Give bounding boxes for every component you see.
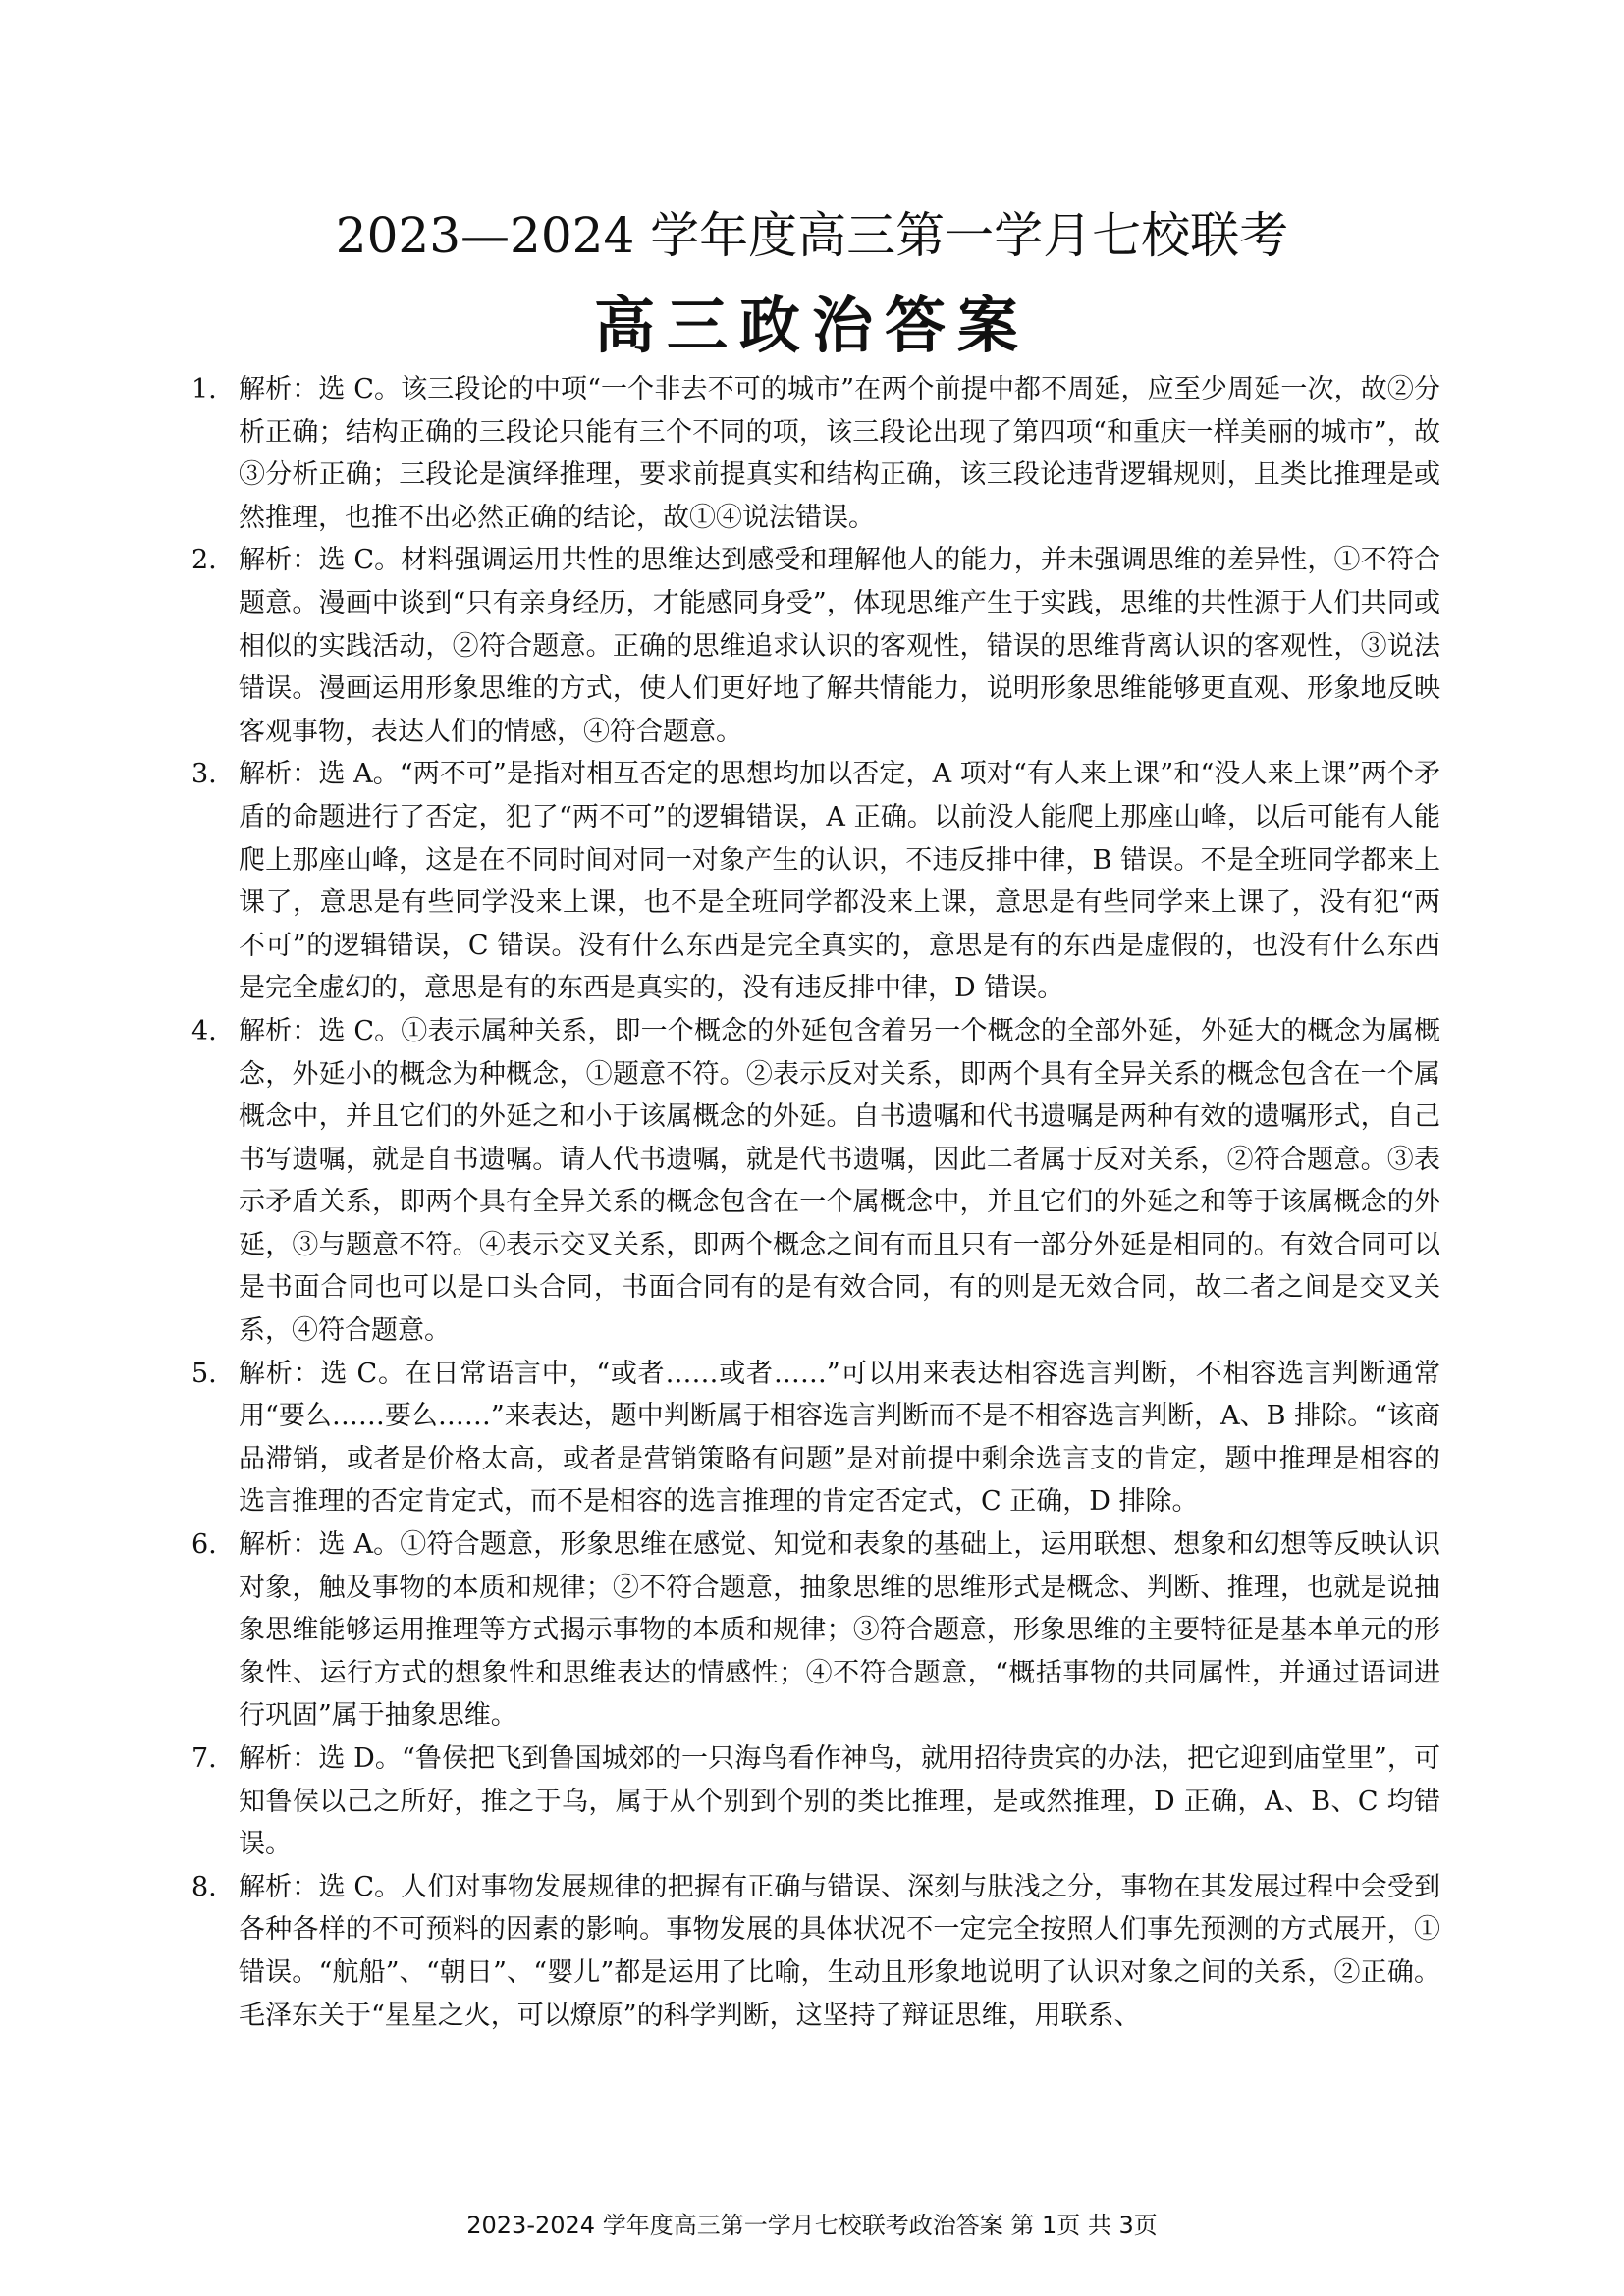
page-footer: 2023-2024 学年度高三第一学月七校联考政治答案 第 1页 共 3页 — [466, 2212, 1158, 2239]
answer-text: 解析：选 C。该三段论的中项“一个非去不可的城市”在两个前提中都不周延，应至少周延一次，故②分析正确；结构正确的三段论只能有三个不同的项，该三段论出现了第四项“和重庆一样美丽的城市”，故③分析正确；三段论是演绎推理，要求前提真实和结构正确，该三段论违背逻辑规则，且类比推理是或然推理，也推不出必然正确的结论，故①④说法错误。 — [239, 374, 1440, 533]
answer-text: 解析：选 A。①符合题意，形象思维在感觉、知觉和表象的基础上，运用联想、想象和幻想等反映认识对象，触及事物的本质和规律；②不符合题意，抽象思维的思维形式是概念、判断、推理，也就是说抽象思维能够运用推理等方式揭示事物的本质和规律；③符合题意，形象思维的主要特征是基本单元的形象性、运行方式的想象性和思维表达的情感性；④不符合题意，“概括事物的共同属性，并通过语词进行巩固”属于抽象思维。 — [239, 1529, 1440, 1732]
answer-text: 解析：选 C。①表示属种关系，即一个概念的外延包含着另一个概念的全部外延，外延大的概念为属概念，外延小的概念为种概念，①题意不符。②表示反对关系，即两个具有全异关系的概念包含在一个属概念中，并且它们的外延之和小于该属概念的外延。自书遗嘱和代书遗嘱是两种有效的遗嘱形式，自己书写遗嘱，就是自书遗嘱。请人代书遗嘱，就是代书遗嘱，因此二者属于反对关系，②符合题意。③表示矛盾关系，即两个具有全异关系的概念包含在一个属概念中，并且它们的外延之和等于该属概念的外延，③与题意不符。④表示交叉关系，即两个概念之间有而且只有一部分外延是相同的。有效合同可以是书面合同也可以是口头合同，书面合同有的是有效合同，有的则是无效合同，故二者之间是交叉关系，④符合题意。 — [239, 1015, 1440, 1347]
answer-number: 4. — [191, 1015, 217, 1046]
answer-item-6 — [191, 1523, 1440, 1737]
answer-list — [191, 368, 1440, 2037]
answer-text: 解析：选 D。“鲁侯把飞到鲁国城郊的一只海鸟看作神鸟，就用招待贵宾的办法，把它迎到庙堂里”，可知鲁侯以己之所好，推之于乌，属于从个别到个别的类比推理，是或然推理，D 正确，A、B、C 均错误。 — [239, 1743, 1440, 1860]
exam-title: 2023—2024 学年度高三第一学月七校联考 — [335, 207, 1289, 264]
answer-number: 1. — [191, 374, 217, 404]
answer-item-3 — [191, 753, 1440, 1010]
answer-number: 3. — [191, 759, 217, 790]
answer-text: 解析：选 C。人们对事物发展规律的把握有正确与错误、深刻与肤浅之分，事物在其发展过程中会受到各种各样的不可预料的因素的影响。事物发展的具体状况不一定完全按照人们事先预测的方式展开，①错误。“航船”、“朝日”、“婴儿”都是运用了比喻，生动且形象地说明了认识对象之间的关系，②正确。毛泽东关于“星星之火，可以燎原”的科学判断，这坚持了辩证思维，用联系、 — [239, 1871, 1440, 2031]
answer-text: 解析：选 A。“两不可”是指对相互否定的思想均加以否定，A 项对“有人来上课”和“没人来上课”两个矛盾的命题进行了否定，犯了“两不可”的逻辑错误，A 正确。以前没人能爬上那座山峰，以后可能有人能爬上那座山峰，这是在不同时间对同一对象产生的认识，不违反排中律，B 错误。不是全班同学都来上课了，意思是有些同学没来上课，也不是全班同学都没来上课，意思是有些同学来上课了，没有犯“两不可”的逻辑错误，C 错误。没有什么东西是完全真实的，意思是有的东西是虚假的，也没有什么东西是完全虚幻的，意思是有的东西是真实的，没有违反排中律，D 错误。 — [239, 759, 1440, 1004]
answer-number: 8. — [191, 1871, 217, 1902]
page-title: 高三政治答案 — [593, 290, 1030, 361]
answer-item-7 — [191, 1737, 1440, 1866]
answer-text: 解析：选 C。在日常语言中，“或者……或者……”可以用来表达相容选言判断，不相容选言判断通常用“要么……要么……”来表达，题中判断属于相容选言判断而不是不相容选言判断，A、B 排除。“该商品滞销，或者是价格太高，或者是营销策略有问题”是对前提中剩余选言支的肯定，题中推理是相容的选言推理的否定肯定式，而不是相容的选言推理的肯定否定式，C 正确，D 排除。 — [239, 1358, 1440, 1518]
answer-number: 6. — [191, 1529, 217, 1561]
answer-item-5 — [191, 1353, 1440, 1523]
answer-item-4 — [191, 1010, 1440, 1353]
answer-item-2 — [191, 539, 1440, 753]
answer-number: 2. — [191, 545, 217, 576]
answer-number: 7. — [191, 1743, 217, 1774]
answer-number: 5. — [191, 1358, 217, 1389]
answer-item-1 — [191, 368, 1440, 539]
answer-item-8 — [191, 1866, 1440, 2037]
answer-text: 解析：选 C。材料强调运用共性的思维达到感受和理解他人的能力，并未强调思维的差异性，①不符合题意。漫画中谈到“只有亲身经历，才能感同身受”，体现思维产生于实践，思维的共性源于人们共同或相似的实践活动，②符合题意。正确的思维追求认识的客观性，错误的思维背离认识的客观性，③说法错误。漫画运用形象思维的方式，使人们更好地了解共情能力，说明形象思维能够更直观、形象地反映客观事物，表达人们的情感，④符合题意。 — [239, 545, 1440, 747]
